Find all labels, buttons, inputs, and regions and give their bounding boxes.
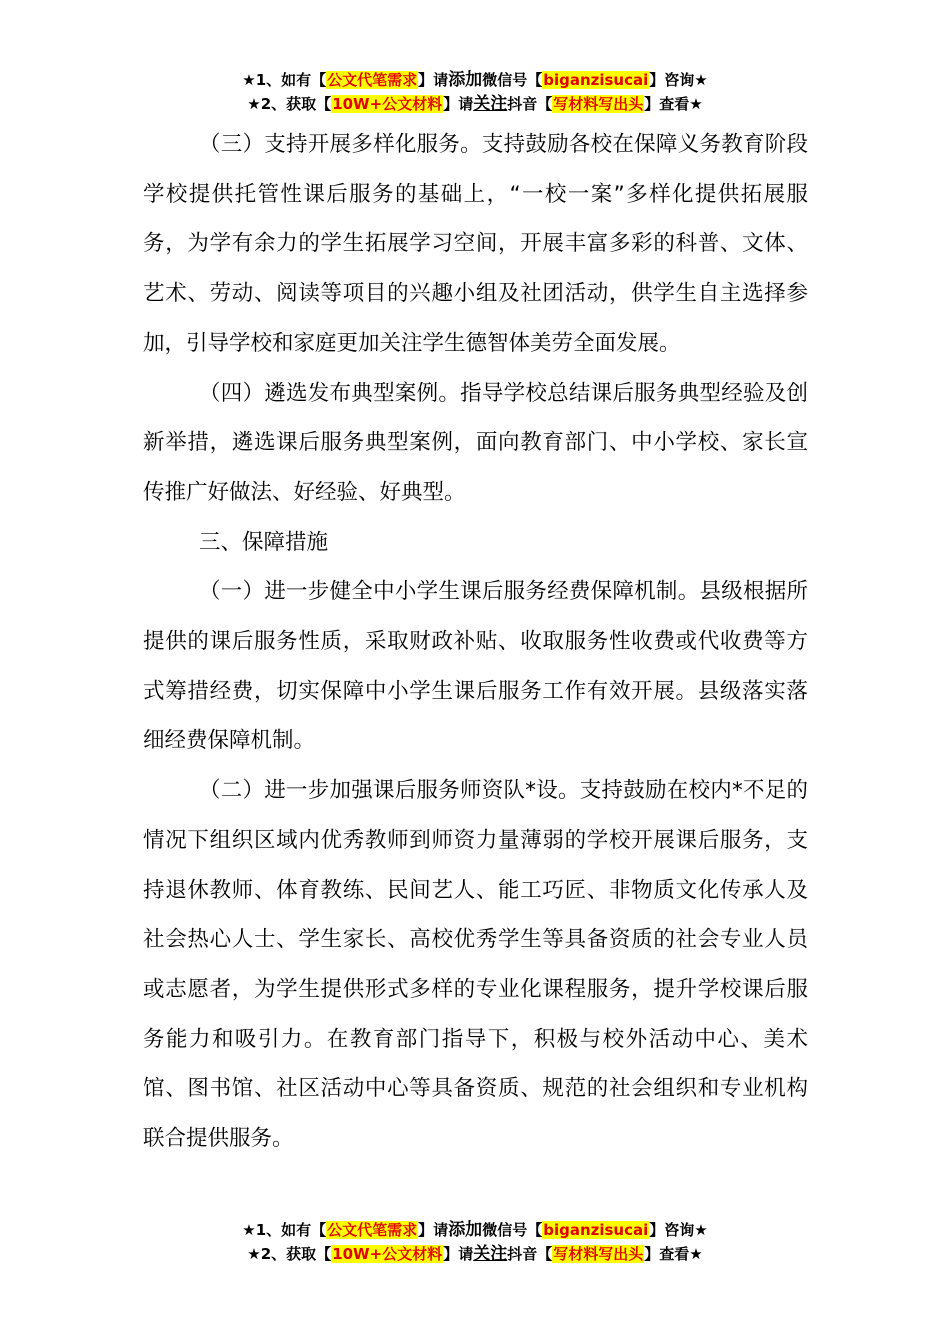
banner-text: 】请: [443, 95, 474, 113]
banner-text: 】请: [443, 1245, 474, 1263]
banner-line-1: [0, 68, 950, 92]
banner-emphasis: 添加: [448, 70, 483, 90]
banner-text: 】咨询★: [649, 1221, 708, 1239]
paragraph-diversified-services: （三）支持开展多样化服务。支持鼓励各校在保障义务教育阶段学校提供托管性课后服务的基础上，“一校一案”多样化提供拓展服务，为学有余力的学生拓展学习空间，开展丰富多彩的科普、文体、艺术、劳动、阅读等项目的兴趣小组及社团活动，供学生自主选择参加，引导学校和家庭更加关注学生德智体美劳全面发展。: [143, 132, 808, 356]
banner-text: 】咨询★: [649, 71, 708, 89]
top-banner: [0, 68, 950, 116]
paragraph-teaching-staff: （二）进一步加强课后服务师资队*设。支持鼓励在校内*不足的情况下组织区域内优秀教师到师资力量薄弱的学校开展课后服务，支持退休教师、体育教练、民间艺人、能工巧匠、非物质文化传承人及社会热心人士、学生家长、高校优秀学生等具备资质的社会专业人员或志愿者，为学生提供形式多样的专业化课程服务，提升学校课后服务能力和吸引力。在教育部门指导下，积极与校外活动中心、美术馆、图书馆、社区活动中心等具备资质、规范的社会组织和专业机构联合提供服务。: [143, 778, 808, 1152]
paragraph-funding-mechanism: （一）进一步健全中小学生课后服务经费保障机制。县级根据所提供的课后服务性质，采取财政补贴、收取服务性收费或代收费等方式筹措经费，切实保障中小学生课后服务工作有效开展。县级落实落细经费保障机制。: [143, 579, 808, 754]
banner-highlight-wechat: biganzisucai: [543, 71, 649, 89]
banner-text: 】查看★: [644, 1245, 703, 1263]
bottom-banner: [0, 1218, 950, 1266]
banner-text: 】请: [418, 71, 449, 89]
banner-line-2: [0, 92, 950, 116]
banner-highlight-service: 公文代笔需求: [327, 71, 418, 89]
banner-text: 微信号【: [482, 1221, 543, 1239]
banner-emphasis: 关注: [473, 1244, 508, 1264]
banner-emphasis: 添加: [448, 1220, 483, 1240]
document-body: [143, 120, 808, 1164]
banner-text: ★2、获取【: [247, 95, 332, 113]
section-heading-safeguards: 三、保障措施: [199, 529, 329, 555]
banner-highlight-materials: 10W+公文材料: [332, 95, 443, 113]
banner-highlight-douyin: 写材料写出头: [553, 1245, 644, 1263]
banner-highlight-service: 公文代笔需求: [327, 1221, 418, 1239]
banner-text: ★2、获取【: [247, 1245, 332, 1263]
banner-highlight-douyin: 写材料写出头: [553, 95, 644, 113]
banner-text: 抖音【: [507, 95, 553, 113]
banner-text: 】查看★: [644, 95, 703, 113]
banner-text: 】请: [418, 1221, 449, 1239]
banner-line-1: [0, 1218, 950, 1242]
banner-highlight-materials: 10W+公文材料: [332, 1245, 443, 1263]
banner-text: ★1、如有【: [242, 71, 327, 89]
banner-text: 抖音【: [507, 1245, 553, 1263]
banner-emphasis: 关注: [473, 94, 508, 114]
banner-highlight-wechat: biganzisucai: [543, 1221, 649, 1239]
paragraph-typical-cases: （四）遴选发布典型案例。指导学校总结课后服务典型经验及创新举措，遴选课后服务典型案例，面向教育部门、中小学校、家长宣传推广好做法、好经验、好典型。: [143, 380, 808, 505]
banner-text: ★1、如有【: [242, 1221, 327, 1239]
banner-line-2: [0, 1242, 950, 1266]
banner-text: 微信号【: [482, 71, 543, 89]
